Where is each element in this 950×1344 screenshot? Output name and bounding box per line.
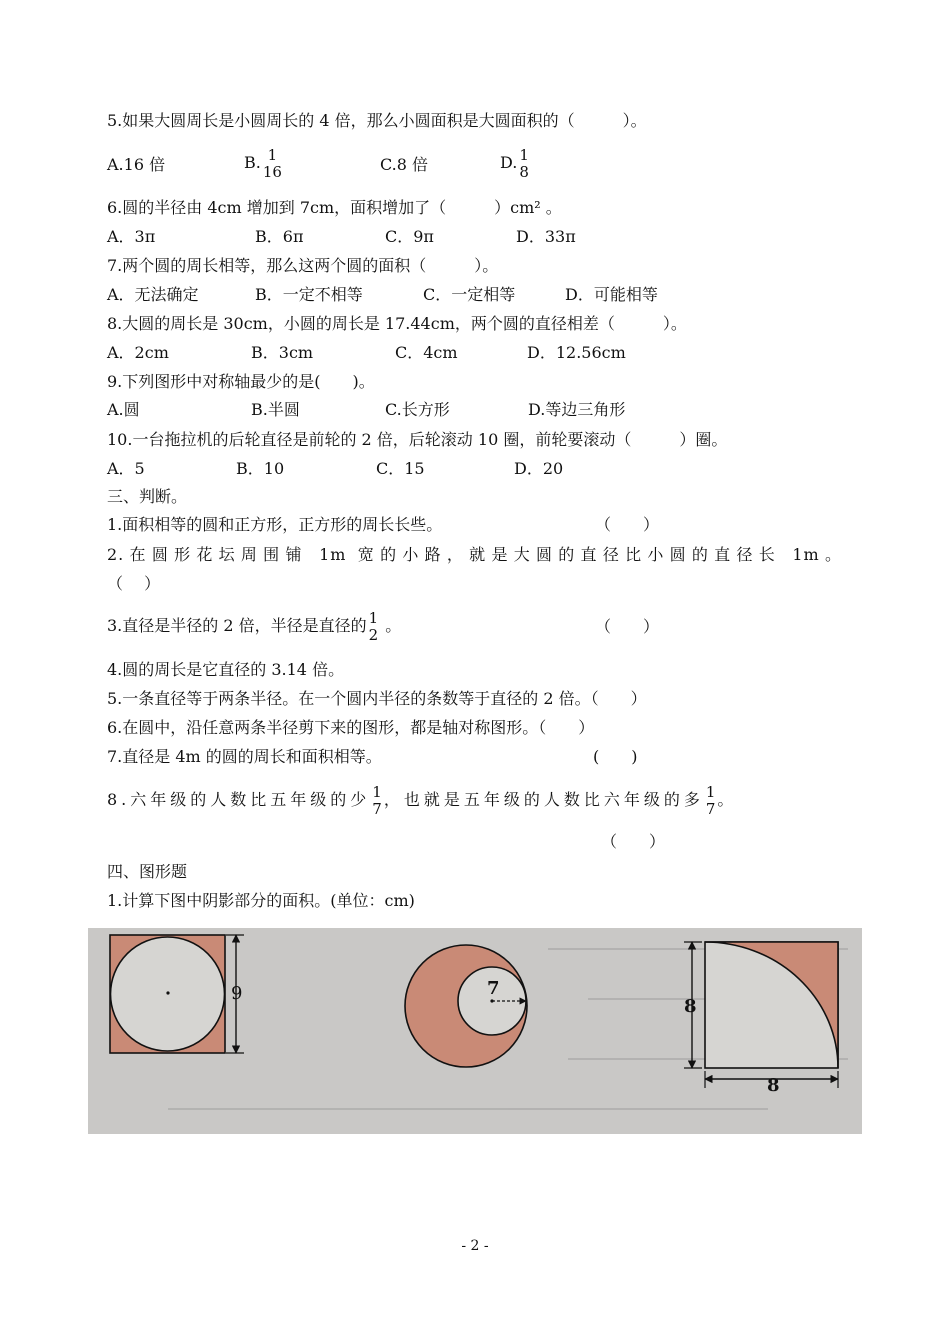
judge-5: 5.一条直径等于两条半径。在一个圆内半径的条数等于直径的 2 倍。（ ） <box>107 689 647 708</box>
q10-option-d: D．20 <box>514 459 564 478</box>
judge-4: 4.圆的周长是它直径的 3.14 倍。 <box>107 660 345 679</box>
figure-2-circles <box>405 945 527 1067</box>
judge-8-answer-paren: （ ） <box>601 832 666 851</box>
fraction-numerator: 1 <box>368 608 379 627</box>
fraction-numerator: 1 <box>705 782 716 801</box>
q7-option-a: A．无法确定 <box>107 285 199 304</box>
q6-option-c: C．9π <box>385 227 434 246</box>
judge-1: 1.面积相等的圆和正方形，正方形的周长长些。 <box>107 515 443 534</box>
figure-1-label: 9 <box>231 983 243 1004</box>
judge-3-fraction <box>369 610 379 644</box>
figure-drawing <box>88 928 862 1134</box>
judge-8-text-c: 。 <box>717 790 738 809</box>
q8-option-c: C．4cm <box>395 343 458 362</box>
q9-option-b: B.半圆 <box>251 400 300 419</box>
fraction-denominator: 16 <box>262 162 282 181</box>
judge-8 <box>107 778 737 822</box>
q5-option-d <box>500 143 531 183</box>
judge-8-fraction-2 <box>706 784 716 818</box>
page-number: - 2 - <box>461 1238 489 1254</box>
q8-stem: 8.大圆的周长是 30cm，小圆的周长是 17.44cm，两个圆的直径相差（ ）。 <box>107 314 687 333</box>
judge-3-text: 3.直径是半径的 2 倍，半径是直径的 <box>107 616 367 635</box>
q6-option-d: D．33π <box>516 227 576 246</box>
figure-photo <box>88 928 862 1134</box>
judge-8-text-b: ，也就是五年级的人数比六年级的多 <box>383 790 704 809</box>
q9-option-c: C.长方形 <box>385 400 450 419</box>
figure-question-1: 1.计算下图中阴影部分的面积。(单位：cm) <box>107 891 415 910</box>
q5-option-d-prefix: D. <box>500 153 518 172</box>
q5-stem: 5.如果大圆周长是小圆周长的 4 倍，那么小圆面积是大圆面积的（ ）。 <box>107 111 647 130</box>
q8-option-a: A．2cm <box>107 343 169 362</box>
q5-option-b-prefix: B. <box>244 153 261 172</box>
judge-2-answer-paren: （ ） <box>107 574 161 593</box>
section3-title: 三、判断。 <box>107 487 188 506</box>
q10-option-a: A．5 <box>107 459 145 478</box>
fraction-numerator: 1 <box>267 145 278 164</box>
judge-8-fraction-1 <box>372 784 382 818</box>
q10-option-c: C．15 <box>376 459 425 478</box>
judge-6: 6.在圆中，沿任意两条半径剪下来的图形，都是轴对称图形。（ ） <box>107 718 595 737</box>
q5-option-d-fraction <box>519 147 529 181</box>
fraction-denominator: 8 <box>519 162 529 181</box>
q5-option-b-fraction <box>263 147 282 181</box>
q5-option-c: C.8 倍 <box>380 155 429 174</box>
judge-2: 2.在圆形花坛周围铺 1m 宽的小路，就是大圆的直径比小圆的直径长 1m。 <box>107 545 842 564</box>
judge-1-answer-paren: （ ） <box>595 515 660 534</box>
fraction-numerator: 1 <box>519 145 529 164</box>
judge-8-text-a: 8.六年级的人数比五年级的少 <box>107 790 371 809</box>
q8-option-b: B．3cm <box>251 343 314 362</box>
q7-option-b: B．一定不相等 <box>255 285 363 304</box>
q10-stem: 10.一台拖拉机的后轮直径是前轮的 2 倍，后轮滚动 10 圈，前轮要滚动（ ）圈。 <box>107 430 728 449</box>
q5-option-b <box>244 143 284 183</box>
q6-stem: 6.圆的半径由 4cm 增加到 7cm，面积增加了（ ）cm² 。 <box>107 198 562 217</box>
q10-option-b: B．10 <box>236 459 285 478</box>
fraction-denominator: 7 <box>705 799 716 818</box>
figure-3-vertical-label: 8 <box>684 996 697 1017</box>
q8-option-d: D．12.56cm <box>527 343 626 362</box>
q7-option-c: C．一定相等 <box>423 285 516 304</box>
figure-3-square-quarter <box>684 942 838 1088</box>
judge-3-answer-paren: （ ） <box>595 617 660 636</box>
fraction-denominator: 2 <box>368 625 379 644</box>
judge-3 <box>107 604 401 648</box>
figure-1-center-dot <box>166 991 169 994</box>
q6-option-b: B．6π <box>255 227 304 246</box>
q7-option-d: D．可能相等 <box>565 285 658 304</box>
judge-3-suffix: 。 <box>380 616 402 635</box>
q6-option-a: A．3π <box>107 227 156 246</box>
figure-3-horizontal-label: 8 <box>767 1075 780 1096</box>
judge-7-answer-paren: ( ) <box>593 747 638 766</box>
q7-stem: 7.两个圆的周长相等，那么这两个圆的面积（ ）。 <box>107 256 499 275</box>
judge-7: 7.直径是 4m 的圆的周长和面积相等。 <box>107 747 382 766</box>
fraction-denominator: 7 <box>372 799 382 818</box>
section4-title: 四、图形题 <box>107 862 188 881</box>
q9-stem: 9.下列图形中对称轴最少的是( )。 <box>107 372 375 391</box>
figure-1-square-circle <box>110 935 244 1053</box>
figure-2-label: 7 <box>487 978 500 999</box>
q9-option-d: D.等边三角形 <box>528 400 626 419</box>
q5-option-a: A.16 倍 <box>107 155 166 174</box>
fraction-numerator: 1 <box>372 782 382 801</box>
q9-option-a: A.圆 <box>107 400 140 419</box>
